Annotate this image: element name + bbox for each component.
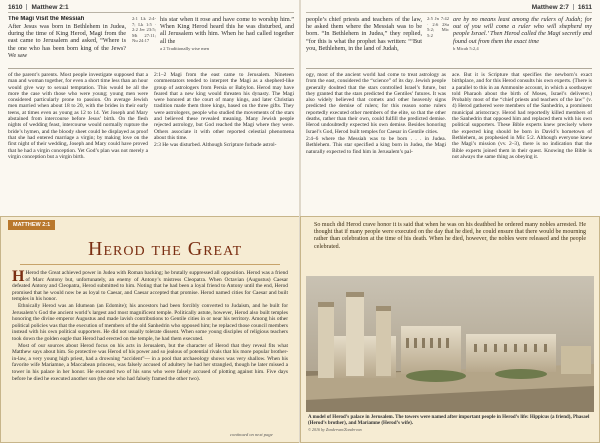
verse-text: After Jesus was born in Bethlehem in Judea, during the time of King Herod, Magi from the east came to Jerusalem and asked, “Where is the one who has been born king of the Jews? We saw [8,23,126,59]
study-note-text: 2:1–2 Magi from the east came to Jerusalem. Nineteen commentators tended to interpret the Magi as a shepherd-like group of astrologers from Persia or Babylon. Herod may have feared that a new king would threaten his dynasty. The Magi were honored at the court of many kings, and later Christian tradition made them three kings, based on the three gifts. They were astrologers, people who studied the movements of the stars and believed these revealed meaning. Many Jewish people rejected astrology, but God reached the Magi where they were. Others associate it with other reported celestial phenomena about this time. [154,72,294,141]
page-number: 1611 [577,4,592,11]
feature-paragraph: Ethnically Herod was an Idumean (an Edomite); his ancestors had been forcibly converted to Judaism, and he built for Jerusalem’s God the ancient world’s largest and most magnificent temple. Politically astute, however, Herod also built temples honoring the divine emperor Augustus and made lavish contributions to Gentile cities in or near his territory. Among his other political policies was that the execution of members of the old Sanhedrin who opposed him; he replaced those council members instead with his own political supporters. He did not usually tolerate dissent. When some young disciples of religious teachers took down the golden eagle that Herod had erected on the temple, he had them executed. [12,302,288,342]
study-note-text: 2:3 He was disturbed. Although Scripture forbade astrol- [154,142,277,149]
study-note-col-b [452,72,592,212]
right-page [300,0,600,443]
page-number: 1610 [8,4,23,11]
xref-column [427,16,449,64]
cross-references: 2:1 Lk 2:4-7; Lk 1:5 · 2:2 Jer 23:5; Mt 27:11; Nu 24:17 [132,16,156,44]
feature-body [12,270,288,430]
verse-poetry: are by no means least among the rulers of Judah; for out of you will come a ruler who will shepherd my people Israel.’ Then Herod called the Magi secretly and found out from them the exact time [453,16,592,45]
scripture-column [8,16,126,64]
feature-title: Herod the Great [88,238,243,260]
running-head-text: Matthew 2:1 [31,4,69,11]
feature-quote: So much did Herod crave honor it is said that when he was on his deathbed he ordered many nobles arrested. He thought that if many people were executed on the day that he died, he could ensure that there would be mourning rather than celebration at the time of his death. When he died, however, the nobles were released and the people celebrated. [314,222,586,250]
image-caption [308,415,592,434]
study-note-text: ace. But it is Scripture that specifies the newborn’s exact birthplace, and for this Herod consults his own experts. (There is a parallel to this in an Ammonite account, in which a soothsayer told Pharaoh about the birth of Moses, Israel’s deliverer.) Probably most of the “chief priests and teachers of the law” (v. 4) Herod gathered were members of the Sanhedrin, a prominent municipal aristocracy. Herod had reportedly killed members of the Sanhedrin that opposed him and replaced them with his own political supporters. These Bible experts knew precisely where the expected king should be born in David’s hometown of Bethlehem, as prophesied in Mic 5:2. Although everyone knew the Magi’s mission (vv. 2–3), there is no indication that the Bible experts joined them in their quest. Knowing the Bible is not always the same thing as obeying it. [452,72,592,160]
scripture-column-2 [160,16,294,64]
caption-text: A model of Herod’s palace in Jerusalem. The towers were named after important people in Herod’s life: Hippicus (a friend), Phasael (Herod’s brother), and Mariamne (Herod’s wife). [308,415,590,426]
cross-references: 2:5 Jn 7:42 · 2:6 2Sa 5:2; Mic 5:2 [427,16,449,38]
verse-footnote: b Micah 5:2,4 [453,45,479,51]
running-head-text: Matthew 2:7 [531,4,569,11]
section-heading: The Magi Visit the Messiah [8,16,85,22]
feature-tag: MATTHEW 2:1 [8,220,55,230]
image-credit: © 2016 by Zondervan/Zondervan [308,427,362,432]
verse-text: people’s chief priests and teachers of the law, he asked them where the Messiah was to be born. “In Bethlehem in Judea,” they replied, “for this is what the prophet has written: “‘But you, Bethlehem, in the land of Judah, [306,16,422,52]
verse-text-cont: his star when it rose and have come to worship him.” When King Herod heard this he was disturbed, and all Jerusalem with him. When he had called together all the [160,16,294,45]
study-note-text: ogy, most of the ancient world had come to treat astrology as from the east, considered the “science” of its day. Jewish people generally doubted that the stars controlled Israel’s future, but they granted that the stars predicted the Gentiles’ futures. It was also widely believed that comets and other heavenly signs predicted the demise of rulers; for this reason some rulers reportedly executed other members of the elite, so that the other deaths, rather than their own, could fulfill the predicted demise. Herod undoubtedly expected his own demise. Besides honoring Israel’s God, Herod built temples for Caesar in Gentile cities. [306,72,446,135]
herod-palace-model-image [306,276,594,412]
study-note-col-a [306,72,446,212]
study-note-col-a [8,72,148,212]
scripture-column [306,16,422,64]
scripture-column-2 [453,16,592,64]
continued-note: continued on next page [230,432,273,437]
study-note-text: 2:4–6 where the Messiah was to be born . . . in Judea. Bethlehem. This star specified a king born in Judea, the Magi naturally expected to find him in Jerusalem’s pal- [306,135,446,155]
verse-footnote: a 2 Traditionally wise men [160,45,209,51]
right-running-head [532,4,592,11]
study-note-col-b [154,72,294,212]
feature-paragraph: Most of our sources about Herod focus on his acts in Jerusalem, but the character of Herod that they reveal fits what Matthew says about him. So protective was Herod of his power and so jealous of potential rivals that his more popular brother-in-law, a very young high priest, had a drowning “accident”— in a pool that archaeology shows was very shallow. When his favorite wife Mariamne, a Maccabean princess, was falsely accused of adultery he had her strangled, though he later missed a tower in his palace in her honor. He executed two of his sons who were falsely accused of plotting against him. Five days before he died he executed another son (the one who had falsely framed the other two). [12,342,288,382]
left-running-head [8,4,69,11]
feature-paragraph: H Herod the Great achieved power in Judea with Roman backing; he brutally suppressed all opposition. Herod was a friend of Marc Antony but, unfortunately, an enemy of Antony’s mistress Cleopatra. When Octavian (Augustus) Caesar defeated Antony and Cleopatra, Herod submitted to him. Noting that he had been a loyal friend to Antony until the end, Herod promised that he would now be as loyal to Caesar, and Caesar accepted that promise. Herod named cities for Caesar and built temples in his honor. [12,270,288,303]
xref-column [132,16,156,64]
palace-model-illustration [306,276,594,412]
study-note-text: of the parent’s parents. Most people investigate supposed that a man and woman together, for even a short time less than an hour would give way to sexual temptation. This would be all the more the case with those who were young; young men were considered particularly prone to passion. On average Jewish men married when about 18 to 20, with the brides in their early teens, at times even as young as 12 to 14. Yet Joseph and Mary abstained from intercourse before Jesus’ birth. On the flesh nights of wedding feast, intercourse would normally rupture the bride’s hymen, and the bloody sheet could be displayed as proof that she had entered marriage a virgin; by making love on the first night of their wedding, Joseph and Mary could have proved that he had a virgin conception. Yet God’s plan was not merely a virgin conception but a virgin birth. [8,72,148,160]
